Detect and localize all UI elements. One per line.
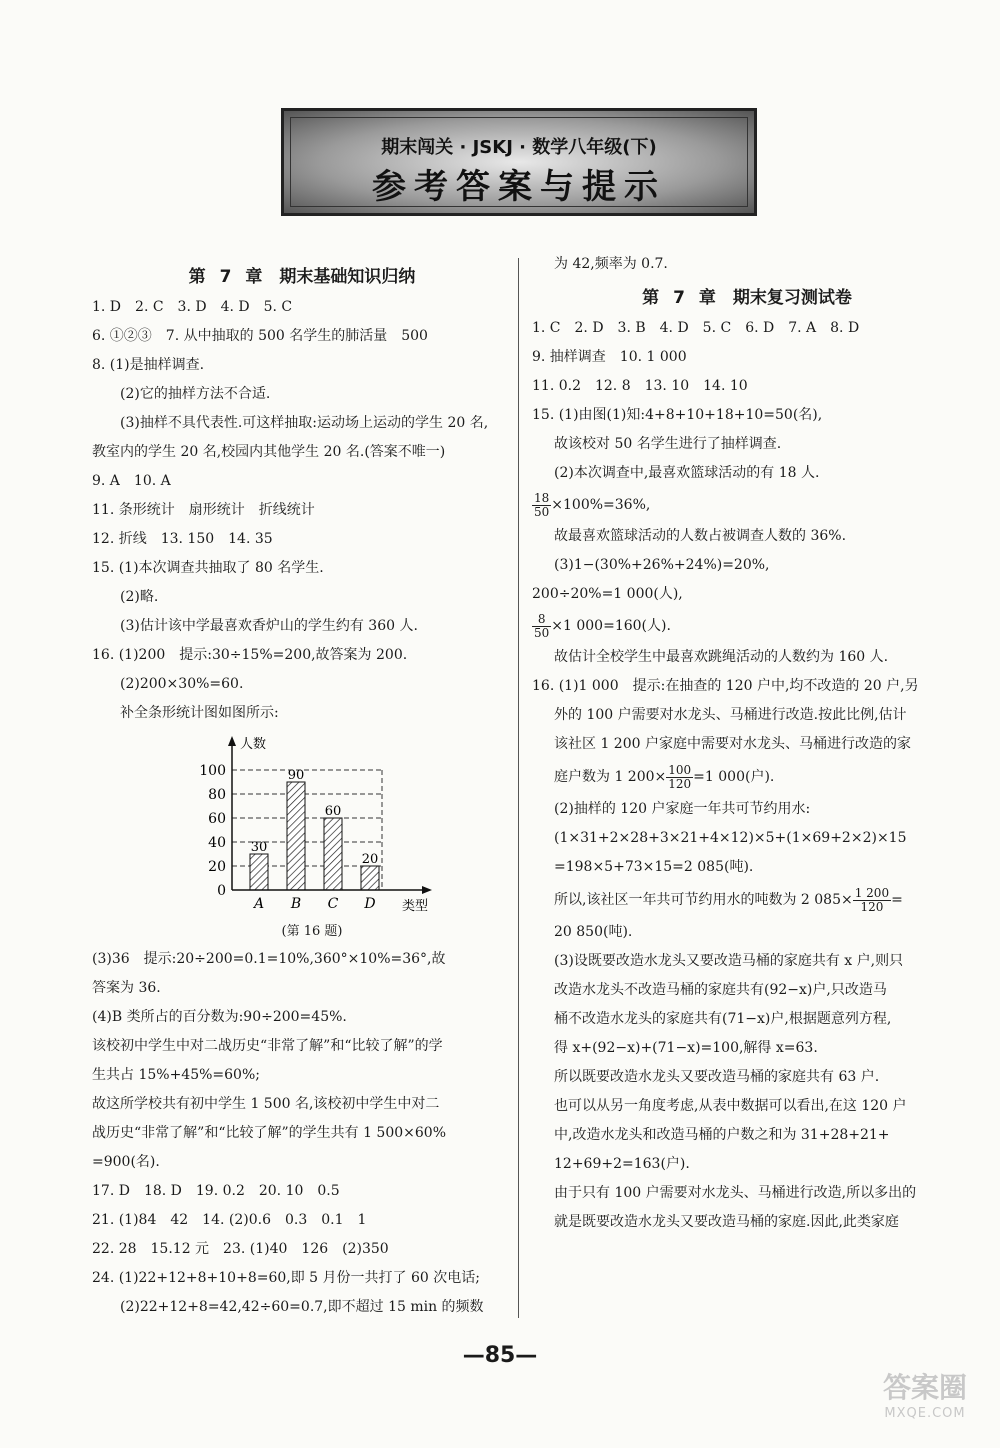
page-number: —85—	[462, 1343, 538, 1368]
left-lines-b	[92, 945, 512, 1322]
fraction-tail: =	[891, 892, 903, 908]
denominator: 50	[534, 625, 550, 640]
answer-line: (2)22+12+8=42,42÷60=0.7,即不超过 15 min 的频数	[120, 1299, 484, 1315]
x-axis-arrow	[422, 886, 432, 894]
watermark-logo	[860, 1370, 990, 1440]
column-divider	[518, 258, 519, 1318]
x-tick-label: B	[290, 896, 302, 912]
bar-value-label: 20	[361, 852, 379, 867]
y-tick-label: 40	[208, 835, 226, 851]
answer-line: 15. (1)本次调查共抽取了 80 名学生.	[92, 560, 324, 576]
watermark-url: MXQE.COM	[884, 1406, 966, 1421]
fraction	[853, 887, 891, 914]
chart-caption: (第 16 题)	[281, 924, 343, 939]
fraction	[532, 613, 551, 640]
answer-line: 9. A 10. A	[92, 473, 171, 489]
answer-line: 11. 0.2 12. 8 13. 10 14. 10	[532, 378, 748, 394]
answer-line: 12+69+2=163(户).	[554, 1156, 690, 1172]
bar-C	[324, 818, 342, 890]
bar-A	[250, 854, 268, 890]
answer-line: 故该校对 50 名学生进行了抽样调查.	[554, 436, 782, 452]
fraction-head: 所以,该社区一年共可节约用水的吨数为 2 085×	[554, 892, 853, 908]
answer-line: 9. 抽样调查 10. 1 000	[532, 349, 687, 365]
numerator: 8	[532, 613, 551, 627]
answer-line: 该校初中学生中对二战历史“非常了解”和“比较了解”的学	[92, 1038, 443, 1054]
answer-line: =900(名).	[92, 1154, 160, 1170]
answer-line: (3)估计该中学最喜欢香炉山的学生约有 360 人.	[120, 618, 418, 634]
answer-line: (4)B 类所占的百分数为:90÷200=45%.	[92, 1009, 347, 1025]
fraction-tail: ×1 000=160(人).	[551, 618, 671, 634]
banner-subtitle: 期末闯关 · JSKJ · 数学八年级(下)	[381, 137, 657, 158]
answer-line: (2)本次调查中,最喜欢篮球活动的有 18 人.	[554, 465, 820, 481]
answer-line: 16. (1)200 提示:30÷15%=200,故答案为 200.	[92, 647, 408, 663]
answer-line: 16. (1)1 000 提示:在抽查的 120 户中,均不改造的 20 户,另	[532, 678, 919, 694]
fraction-tail: ×100%=36%,	[551, 497, 651, 513]
answer-line: (2)它的抽样方法不合适.	[120, 386, 271, 402]
x-tick-label: C	[327, 896, 339, 912]
answer-line: (1×31+2×28+3×21+4×12)×5+(1×69+2×2)×15	[554, 830, 907, 846]
bar-D	[361, 866, 379, 890]
answer-line: 11. 条形统计 扇形统计 折线统计	[92, 502, 315, 518]
numerator: 1 200	[854, 885, 890, 900]
answer-line: 所以既要改造水龙头又要改造马桶的家庭共有 63 户.	[554, 1069, 880, 1085]
bar-chart-svg	[199, 730, 462, 920]
right-chapter-title: 第 7 章 期末复习测试卷	[642, 288, 852, 308]
answer-line: (2)200×30%=60.	[120, 676, 244, 692]
x-tick-label: D	[364, 896, 376, 912]
answer-line: 就是既要改造水龙头又要改造马桶的家庭.因此,此类家庭	[554, 1214, 899, 1230]
x-tick-label: A	[253, 896, 265, 912]
denominator: 50	[534, 504, 550, 519]
answer-line: 12. 折线 13. 150 14. 35	[92, 531, 273, 547]
fraction	[666, 764, 693, 791]
numerator: 100	[668, 762, 692, 777]
bar-chart	[199, 730, 462, 945]
answer-line: (3)36 提示:20÷200=0.1=10%,360°×10%=36°,故	[92, 951, 446, 967]
denominator: 120	[860, 899, 884, 914]
y-tick-label: 20	[208, 859, 226, 875]
answer-line: (3)抽样不具代表性.可这样抽取:运动场上运动的学生 20 名,	[120, 415, 489, 431]
fraction-line	[532, 882, 962, 918]
fraction	[532, 492, 551, 519]
y-axis-arrow	[228, 736, 236, 746]
answer-line: 战历史“非常了解”和“比较了解”的学生共有 1 500×60%	[92, 1125, 447, 1141]
answer-line: 答案为 36.	[92, 980, 161, 996]
left-chapter-title: 第 7 章 期末基础知识归纳	[188, 267, 416, 287]
answer-line: 1. C 2. D 3. B 4. D 5. C 6. D 7. A 8. D	[532, 320, 860, 336]
answer-line: 21. (1)84 42 14. (2)0.6 0.3 0.1 1	[92, 1212, 367, 1228]
banner-title: 参考答案与提示	[372, 167, 666, 207]
answer-line: 由于只有 100 户需要对水龙头、马桶进行改造,所以多出的	[554, 1185, 917, 1201]
answer-line: 6. ①②③ 7. 从中抽取的 500 名学生的肺活量 500	[92, 328, 428, 344]
fraction-tail: =1 000(户).	[693, 769, 775, 785]
answer-line: (3)1−(30%+26%+24%)=20%,	[554, 557, 770, 573]
answer-line: 改造水龙头不改造马桶的家庭共有(92−x)户,只改造马	[554, 982, 887, 998]
numerator: 18	[534, 490, 550, 505]
y-axis-label: 人数	[240, 737, 267, 752]
answer-line: 外的 100 户需要对水龙头、马桶进行改造.按此比例,估计	[554, 707, 907, 723]
fraction-head: 庭户数为 1 200×	[554, 769, 667, 785]
answer-line: 补全条形统计图如图所示:	[120, 705, 279, 721]
answer-line: 故这所学校共有初中学生 1 500 名,该校初中学生中对二	[92, 1096, 440, 1112]
fraction-line	[532, 759, 962, 795]
answer-line: (2)抽样的 120 户家庭一年共可节约用水:	[554, 801, 811, 817]
answer-line: 1. D 2. C 3. D 4. D 5. C	[92, 299, 293, 315]
answer-line: 200÷20%=1 000(人),	[532, 586, 683, 602]
x-axis-label: 类型	[402, 899, 429, 914]
answer-line: 为 42,频率为 0.7.	[554, 256, 668, 272]
answer-line: 20 850(吨).	[554, 924, 633, 940]
y-tick-label: 0	[217, 883, 226, 899]
answer-line: 故最喜欢篮球活动的人数占被调查人数的 36%.	[554, 528, 847, 544]
title-banner	[281, 108, 757, 216]
answer-line: 教室内的学生 20 名,校园内其他学生 20 名.(答案不唯一)	[92, 444, 446, 460]
watermark-title: 答案圈	[882, 1371, 967, 1404]
denominator: 120	[668, 776, 692, 791]
y-tick-label: 100	[199, 763, 226, 779]
answer-line: 该社区 1 200 户家庭中需要对水龙头、马桶进行改造的家	[554, 736, 911, 752]
answer-line: 8. (1)是抽样调查.	[92, 357, 205, 373]
bar-value-label: 90	[287, 768, 305, 783]
answer-line: 也可以从另一角度考虑,从表中数据可以看出,在这 120 户	[554, 1098, 907, 1114]
answer-line: 桶不改造水龙头的家庭共有(71−x)户,根据题意列方程,	[554, 1011, 892, 1027]
answer-line: 15. (1)由图(1)知:4+8+10+18+10=50(名),	[532, 407, 823, 423]
right-column	[532, 250, 962, 1237]
bar-value-label: 60	[324, 804, 342, 819]
answer-line: 17. D 18. D 19. 0.2 20. 10 0.5	[92, 1183, 340, 1199]
answer-line: 故估计全校学生中最喜欢跳绳活动的人数约为 160 人.	[554, 649, 889, 665]
answer-line: (2)略.	[120, 589, 159, 605]
answer-line: 22. 28 15.12 元 23. (1)40 126 (2)350	[92, 1241, 389, 1257]
y-tick-label: 60	[208, 811, 226, 827]
answer-line: (3)设既要改造水龙头又要改造马桶的家庭共有 x 户,则只	[554, 953, 904, 969]
answer-line: 生共占 15%+45%=60%;	[92, 1067, 260, 1083]
bar-B	[287, 782, 305, 890]
left-column	[92, 258, 512, 1322]
fraction-line	[532, 609, 962, 643]
fraction-line	[532, 488, 962, 522]
answer-line: 24. (1)22+12+8+10+8=60,即 5 月份一共打了 60 次电话;	[92, 1270, 480, 1286]
answer-line: 中,改造水龙头和改造马桶的户数之和为 31+28+21+	[554, 1127, 890, 1143]
answer-line: 得 x+(92−x)+(71−x)=100,解得 x=63.	[554, 1040, 818, 1056]
answer-line: =198×5+73×15=2 085(吨).	[554, 859, 754, 875]
left-lines-a	[92, 293, 512, 728]
y-tick-label: 80	[208, 787, 226, 803]
bar-value-label: 30	[250, 840, 268, 855]
